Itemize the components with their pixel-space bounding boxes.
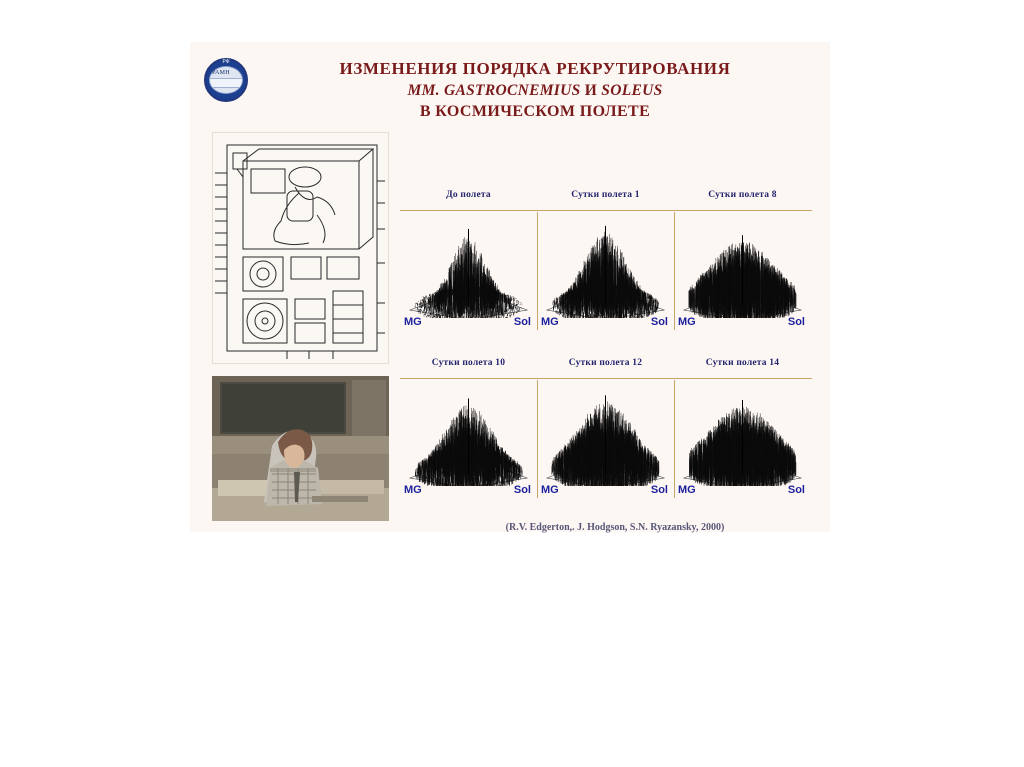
title-line-2 xyxy=(270,80,800,101)
plot-surface-svg xyxy=(541,214,670,318)
title-taxon-2: SOLEUS xyxy=(601,82,663,99)
presenter-photo xyxy=(212,376,389,521)
cell-divider xyxy=(674,212,675,330)
axis-label-mg: MG xyxy=(678,316,696,328)
axis-label-mg: MG xyxy=(678,484,696,496)
axis-label-sol: Sol xyxy=(650,484,668,496)
presenter-photo-svg xyxy=(212,376,389,521)
axis-label-group xyxy=(400,484,537,500)
presentation-slide xyxy=(190,42,830,532)
organization-logo xyxy=(204,58,248,102)
plot-cell-preflight xyxy=(400,190,537,350)
plot-caption: Сутки полета 1 xyxy=(571,190,640,200)
logo-top-text: РФ xyxy=(222,59,230,65)
plot-surface-svg xyxy=(678,214,807,318)
axis-label-mg: MG xyxy=(541,316,559,328)
plot-grid xyxy=(400,190,812,520)
axis-label-sol: Sol xyxy=(787,484,805,496)
spacecraft-interior-diagram xyxy=(212,132,389,364)
plot-surface-4 xyxy=(541,382,670,486)
title-taxon-1: MM. GASTROCNEMIUS xyxy=(407,82,581,99)
logo-band xyxy=(210,78,243,88)
plot-cell-day1 xyxy=(537,190,674,350)
axis-label-mg: MG xyxy=(404,316,422,328)
plot-caption: Сутки полета 14 xyxy=(705,358,780,368)
axis-label-group xyxy=(537,484,674,500)
axis-label-mg: MG xyxy=(404,484,422,496)
plot-surface-1 xyxy=(541,214,670,318)
plot-surface-svg xyxy=(404,382,533,486)
plot-caption: Сутки полета 10 xyxy=(431,358,506,368)
spacecraft-diagram-svg xyxy=(213,133,388,363)
source-citation: (R.V. Edgerton,. J. Hodgson, S.N. Ryazansky, 2000) xyxy=(505,522,725,533)
plot-cell-day10 xyxy=(400,358,537,518)
cell-divider xyxy=(537,212,538,330)
axis-label-group xyxy=(674,316,811,332)
plot-row-2 xyxy=(400,358,812,518)
logo-label: РАМН xyxy=(212,70,230,76)
plot-surface-svg xyxy=(404,214,533,318)
plot-caption: До полета xyxy=(446,190,491,200)
axis-label-sol: Sol xyxy=(650,316,668,328)
axis-label-group xyxy=(537,316,674,332)
title-conjunction: И xyxy=(580,82,602,99)
title-line-3: В КОСМИЧЕСКОМ ПОЛЕТЕ xyxy=(419,103,651,120)
plot-caption: Сутки полета 8 xyxy=(708,190,777,200)
axis-label-group xyxy=(400,316,537,332)
axis-label-sol: Sol xyxy=(513,316,531,328)
plot-surface-0 xyxy=(404,214,533,318)
plot-surface-3 xyxy=(404,382,533,486)
plot-surface-2 xyxy=(678,214,807,318)
plot-cell-day14 xyxy=(674,358,811,518)
axis-label-sol: Sol xyxy=(513,484,531,496)
plot-surface-svg xyxy=(678,382,807,486)
title-line-1: ИЗМЕНЕНИЯ ПОРЯДКА РЕКРУТИРОВАНИЯ xyxy=(339,59,731,78)
plot-caption: Сутки полета 12 xyxy=(568,358,643,368)
plot-surface-5 xyxy=(678,382,807,486)
cell-divider xyxy=(537,380,538,498)
plot-cell-day12 xyxy=(537,358,674,518)
axis-label-group xyxy=(674,484,811,500)
plot-surface-svg xyxy=(541,382,670,486)
plot-row-1 xyxy=(400,190,812,350)
slide-title xyxy=(270,58,800,123)
cell-divider xyxy=(674,380,675,498)
axis-label-mg: MG xyxy=(541,484,559,496)
plot-cell-day8 xyxy=(674,190,811,350)
axis-label-sol: Sol xyxy=(787,316,805,328)
